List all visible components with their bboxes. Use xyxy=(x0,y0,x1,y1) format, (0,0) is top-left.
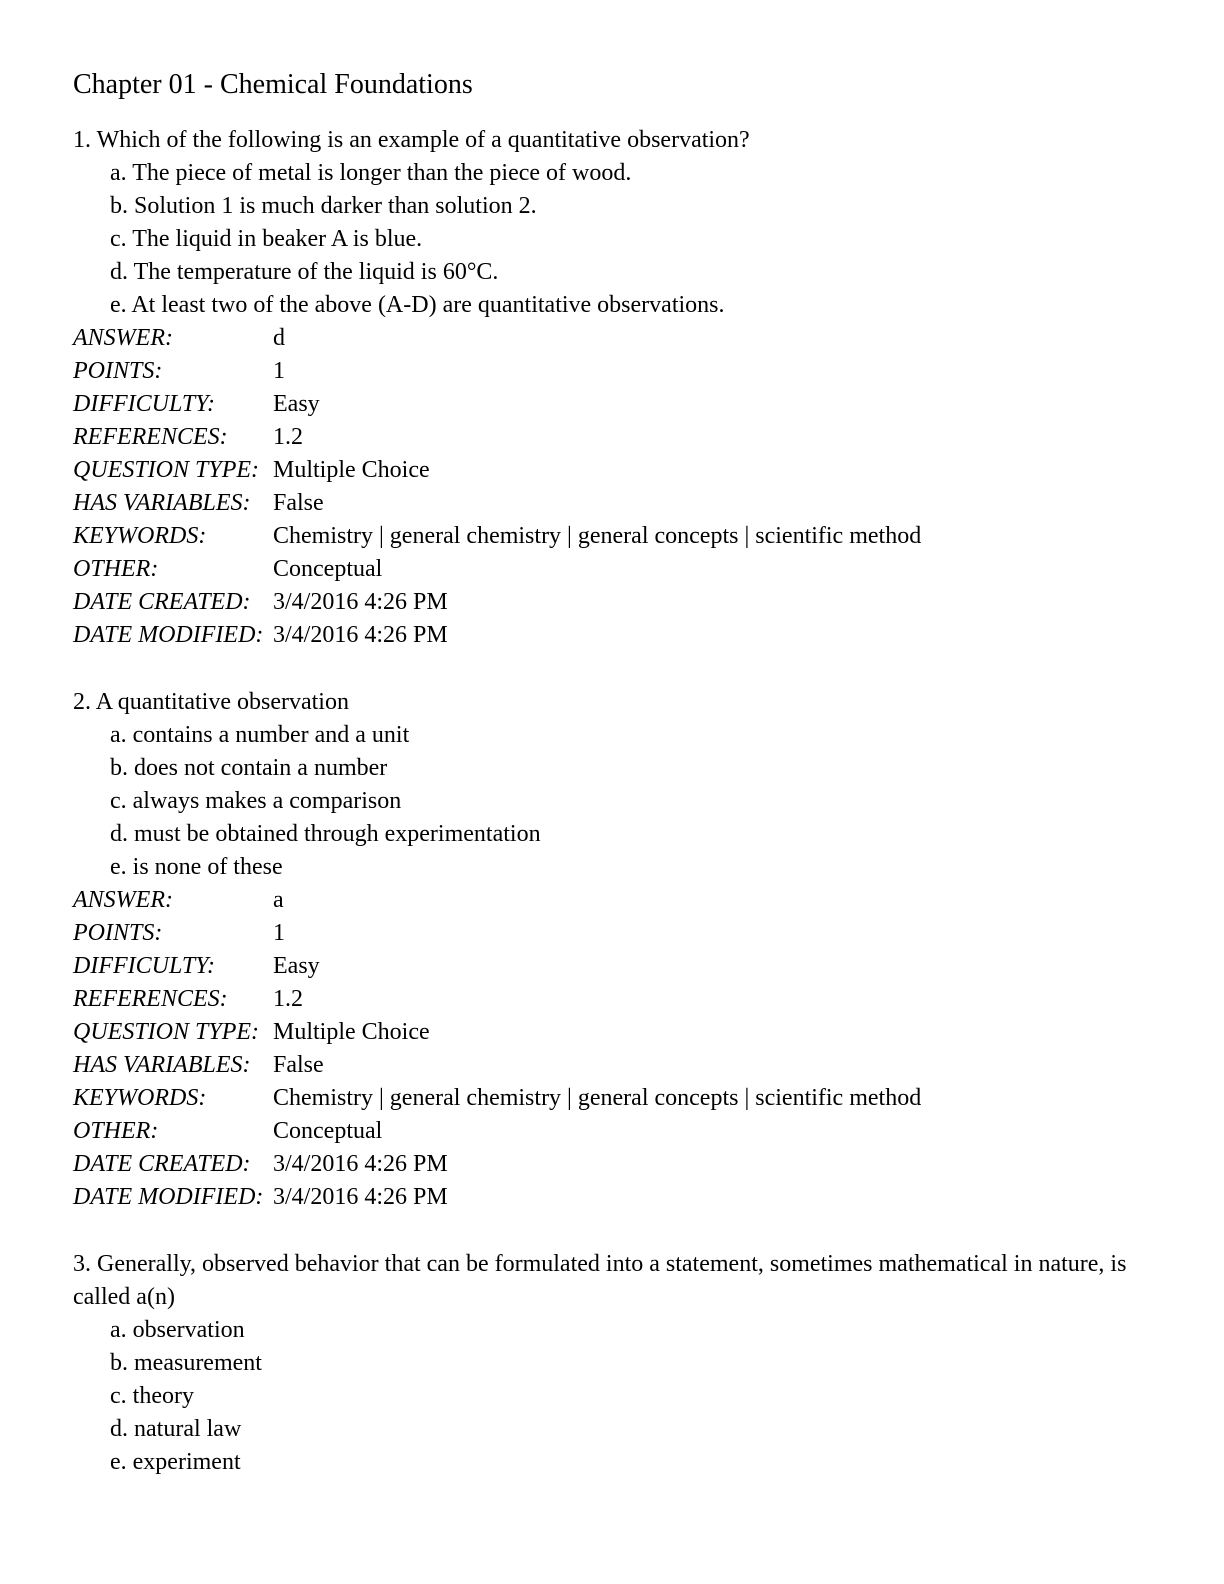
answer-option xyxy=(110,785,1151,818)
option-text: contains a number and a unit xyxy=(132,722,410,748)
metadata-row xyxy=(73,520,1151,553)
metadata-row xyxy=(73,1148,1151,1181)
meta-value: 3/4/2016 4:26 PM xyxy=(273,622,448,648)
option-text: experiment xyxy=(132,1449,241,1475)
metadata-row xyxy=(73,1115,1151,1148)
questions-container xyxy=(73,124,1151,1479)
question-line xyxy=(73,686,1151,719)
answer-option xyxy=(110,719,1151,752)
answer-option xyxy=(110,1446,1151,1479)
options-list xyxy=(73,1314,1151,1479)
option-letter: d. xyxy=(110,259,128,285)
meta-label: HAS VARIABLES: xyxy=(73,1052,251,1078)
metadata-row xyxy=(73,619,1151,652)
meta-label: POINTS: xyxy=(73,358,163,384)
meta-label: DIFFICULTY: xyxy=(73,391,215,417)
question-text: A quantitative observation xyxy=(95,689,349,715)
meta-label: DATE CREATED: xyxy=(73,1151,251,1177)
option-letter: a. xyxy=(110,722,127,748)
meta-label: OTHER: xyxy=(73,556,159,582)
option-letter: e. xyxy=(110,854,127,880)
question-text: Which of the following is an example of a quantitative observation? xyxy=(96,127,750,153)
answer-option xyxy=(110,818,1151,851)
meta-value: Easy xyxy=(273,391,320,417)
option-text: is none of these xyxy=(132,854,283,880)
option-letter: a. xyxy=(110,1317,127,1343)
meta-label: DATE CREATED: xyxy=(73,589,251,615)
metadata-row xyxy=(73,586,1151,619)
meta-value: a xyxy=(273,887,284,913)
option-letter: d. xyxy=(110,821,128,847)
question-number: 2. xyxy=(73,689,91,715)
metadata-row xyxy=(73,950,1151,983)
question-line xyxy=(73,1248,1151,1314)
answer-option xyxy=(110,190,1151,223)
meta-label: DATE MODIFIED: xyxy=(73,1184,264,1210)
meta-value: 1 xyxy=(273,358,285,384)
meta-label: ANSWER: xyxy=(73,887,173,913)
option-text: measurement xyxy=(134,1350,262,1376)
meta-value: 3/4/2016 4:26 PM xyxy=(273,1151,448,1177)
answer-option xyxy=(110,1347,1151,1380)
option-text: must be obtained through experimentation xyxy=(134,821,541,847)
answer-option xyxy=(110,223,1151,256)
metadata-row xyxy=(73,1016,1151,1049)
meta-value: Multiple Choice xyxy=(273,457,430,483)
answer-option xyxy=(110,289,1151,322)
question-block xyxy=(73,124,1151,652)
metadata-row xyxy=(73,983,1151,1016)
meta-label: DATE MODIFIED: xyxy=(73,622,264,648)
option-text: The liquid in beaker A is blue. xyxy=(132,226,423,252)
meta-value: False xyxy=(273,1052,324,1078)
option-text: The piece of metal is longer than the piece of wood. xyxy=(132,160,632,186)
meta-label: POINTS: xyxy=(73,920,163,946)
option-text: The temperature of the liquid is 60°C. xyxy=(133,259,499,285)
options-list xyxy=(73,719,1151,884)
answer-option xyxy=(110,1380,1151,1413)
meta-value: 1.2 xyxy=(273,986,303,1012)
option-text: natural law xyxy=(134,1416,242,1442)
option-letter: b. xyxy=(110,193,128,219)
meta-label: ANSWER: xyxy=(73,325,173,351)
question-text: Generally, observed behavior that can be formulated into a statement, sometimes mathematical in nature, is called a(n) xyxy=(73,1251,1127,1310)
option-letter: c. xyxy=(110,788,127,814)
option-letter: b. xyxy=(110,755,128,781)
metadata-row xyxy=(73,421,1151,454)
meta-label: REFERENCES: xyxy=(73,424,228,450)
metadata-row xyxy=(73,884,1151,917)
meta-value: Chemistry | general chemistry | general concepts | scientific method xyxy=(273,1085,922,1111)
option-text: always makes a comparison xyxy=(132,788,402,814)
option-letter: e. xyxy=(110,1449,127,1475)
answer-option xyxy=(110,752,1151,785)
answer-option xyxy=(110,851,1151,884)
meta-label: OTHER: xyxy=(73,1118,159,1144)
option-letter: a. xyxy=(110,160,127,186)
metadata-row xyxy=(73,917,1151,950)
option-text: theory xyxy=(132,1383,194,1409)
option-text: At least two of the above (A-D) are quantitative observations. xyxy=(131,292,725,318)
meta-label: QUESTION TYPE: xyxy=(73,1019,260,1045)
meta-label: HAS VARIABLES: xyxy=(73,490,251,516)
option-text: does not contain a number xyxy=(134,755,388,781)
meta-value: Conceptual xyxy=(273,1118,383,1144)
question-number: 1. xyxy=(73,127,91,153)
option-letter: c. xyxy=(110,1383,127,1409)
question-number: 3. xyxy=(73,1251,91,1277)
meta-value: d xyxy=(273,325,285,351)
meta-value: 1 xyxy=(273,920,285,946)
option-text: Solution 1 is much darker than solution 2. xyxy=(134,193,537,219)
question-line xyxy=(73,124,1151,157)
metadata-row xyxy=(73,1082,1151,1115)
answer-option xyxy=(110,1314,1151,1347)
metadata-row xyxy=(73,1049,1151,1082)
page-title: Chapter 01 - Chemical Foundations xyxy=(73,69,473,100)
meta-value: 3/4/2016 4:26 PM xyxy=(273,589,448,615)
option-letter: b. xyxy=(110,1350,128,1376)
metadata-row xyxy=(73,487,1151,520)
metadata-list xyxy=(73,322,1151,652)
metadata-list xyxy=(73,884,1151,1214)
metadata-row xyxy=(73,1181,1151,1214)
metadata-row xyxy=(73,388,1151,421)
metadata-row xyxy=(73,355,1151,388)
meta-value: Multiple Choice xyxy=(273,1019,430,1045)
meta-label: QUESTION TYPE: xyxy=(73,457,260,483)
metadata-row xyxy=(73,553,1151,586)
metadata-row xyxy=(73,322,1151,355)
options-list xyxy=(73,157,1151,322)
option-letter: d. xyxy=(110,1416,128,1442)
meta-label: KEYWORDS: xyxy=(73,1085,207,1111)
meta-value: Conceptual xyxy=(273,556,383,582)
question-block xyxy=(73,1248,1151,1479)
option-letter: c. xyxy=(110,226,127,252)
answer-option xyxy=(110,157,1151,190)
meta-label: KEYWORDS: xyxy=(73,523,207,549)
answer-option xyxy=(110,256,1151,289)
meta-label: REFERENCES: xyxy=(73,986,228,1012)
metadata-row xyxy=(73,454,1151,487)
meta-value: 1.2 xyxy=(273,424,303,450)
meta-label: DIFFICULTY: xyxy=(73,953,215,979)
answer-option xyxy=(110,1413,1151,1446)
question-block xyxy=(73,686,1151,1214)
option-text: observation xyxy=(132,1317,245,1343)
option-letter: e. xyxy=(110,292,127,318)
meta-value: Chemistry | general chemistry | general concepts | scientific method xyxy=(273,523,922,549)
meta-value: False xyxy=(273,490,324,516)
document-page xyxy=(73,68,1151,1479)
meta-value: Easy xyxy=(273,953,320,979)
meta-value: 3/4/2016 4:26 PM xyxy=(273,1184,448,1210)
